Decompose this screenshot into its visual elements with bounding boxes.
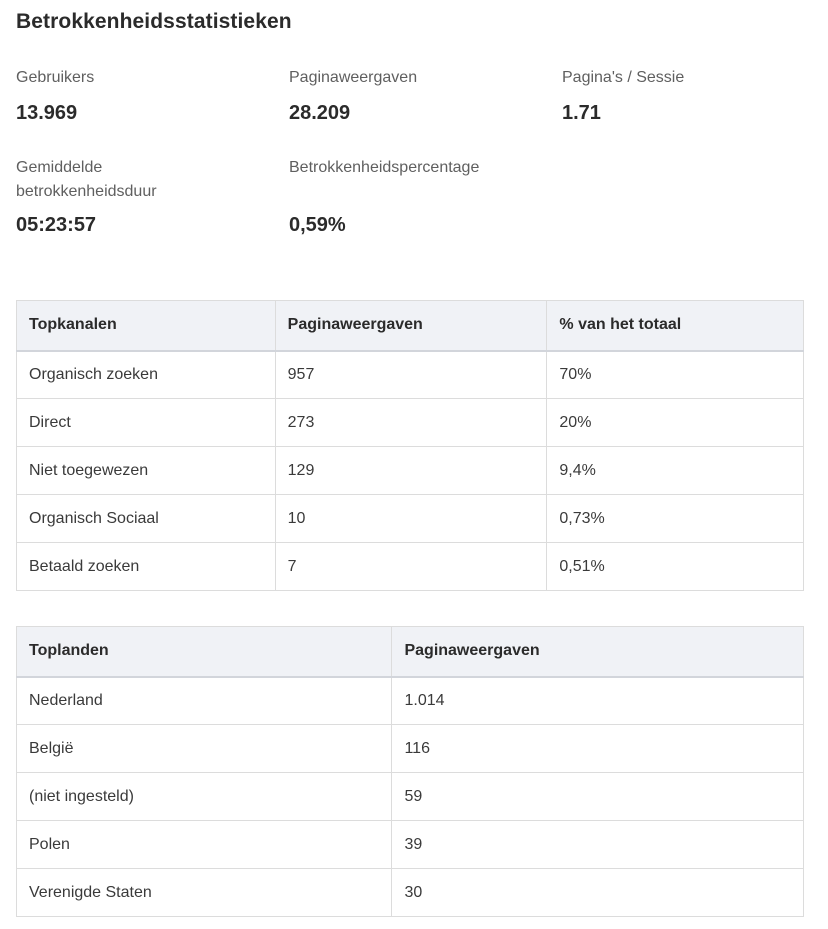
stat-label: Gemiddelde betrokkenheidsduur [16, 159, 157, 200]
table-cell: Niet toegewezen [17, 447, 276, 495]
table-cell: Nederland [17, 677, 392, 725]
page-title: Betrokkenheidsstatistieken [16, 10, 292, 33]
table-cell: Polen [17, 821, 392, 869]
stat-users [16, 66, 236, 127]
table-cell: 129 [275, 447, 547, 495]
stat-value: 28.209 [289, 102, 351, 124]
table-cell: 30 [392, 869, 804, 917]
table-cell: (niet ingesteld) [17, 773, 392, 821]
top-channels-table [16, 300, 804, 591]
stat-value: 05:23:57 [16, 214, 97, 236]
table-cell: 10 [275, 495, 547, 543]
table-header-row [17, 301, 804, 351]
table-cell: België [17, 725, 392, 773]
stat-label: Betrokkenheidspercentage [289, 159, 480, 176]
stat-engagement-rate [289, 156, 509, 239]
table-cell: Betaald zoeken [17, 543, 276, 591]
table-cell: Direct [17, 399, 276, 447]
stat-pageviews [289, 66, 509, 127]
stat-label: Pagina's / Sessie [562, 69, 685, 86]
top-countries-table [16, 626, 804, 917]
table-row [17, 677, 804, 725]
table-cell: 59 [392, 773, 804, 821]
table-cell: 20% [547, 399, 804, 447]
table-cell: 0,73% [547, 495, 804, 543]
table-row [17, 725, 804, 773]
table-cell: 39 [392, 821, 804, 869]
stat-pages-per-session [562, 66, 782, 127]
stat-label: Paginaweergaven [289, 69, 418, 86]
table-cell: 0,51% [547, 543, 804, 591]
table-cell: 70% [547, 351, 804, 399]
column-header: Paginaweergaven [392, 627, 804, 677]
table-cell: 116 [392, 725, 804, 773]
column-header: % van het totaal [547, 301, 804, 351]
table-row [17, 447, 804, 495]
table-cell: 9,4% [547, 447, 804, 495]
table-row [17, 773, 804, 821]
table-cell: Verenigde Staten [17, 869, 392, 917]
table-row [17, 351, 804, 399]
stat-avg-engagement-time [16, 156, 216, 239]
table-cell: Organisch zoeken [17, 351, 276, 399]
table-cell: 957 [275, 351, 547, 399]
table-row [17, 399, 804, 447]
table-row [17, 543, 804, 591]
column-header: Topkanalen [17, 301, 276, 351]
stat-value: 0,59% [289, 214, 346, 236]
table-cell: 1.014 [392, 677, 804, 725]
stat-label: Gebruikers [16, 69, 95, 86]
table-cell: 273 [275, 399, 547, 447]
table-row [17, 821, 804, 869]
table-cell: 7 [275, 543, 547, 591]
column-header: Toplanden [17, 627, 392, 677]
table-row [17, 869, 804, 917]
stat-value: 13.969 [16, 102, 78, 124]
table-cell: Organisch Sociaal [17, 495, 276, 543]
stat-value: 1.71 [562, 102, 601, 124]
column-header: Paginaweergaven [275, 301, 547, 351]
table-row [17, 495, 804, 543]
table-header-row [17, 627, 804, 677]
